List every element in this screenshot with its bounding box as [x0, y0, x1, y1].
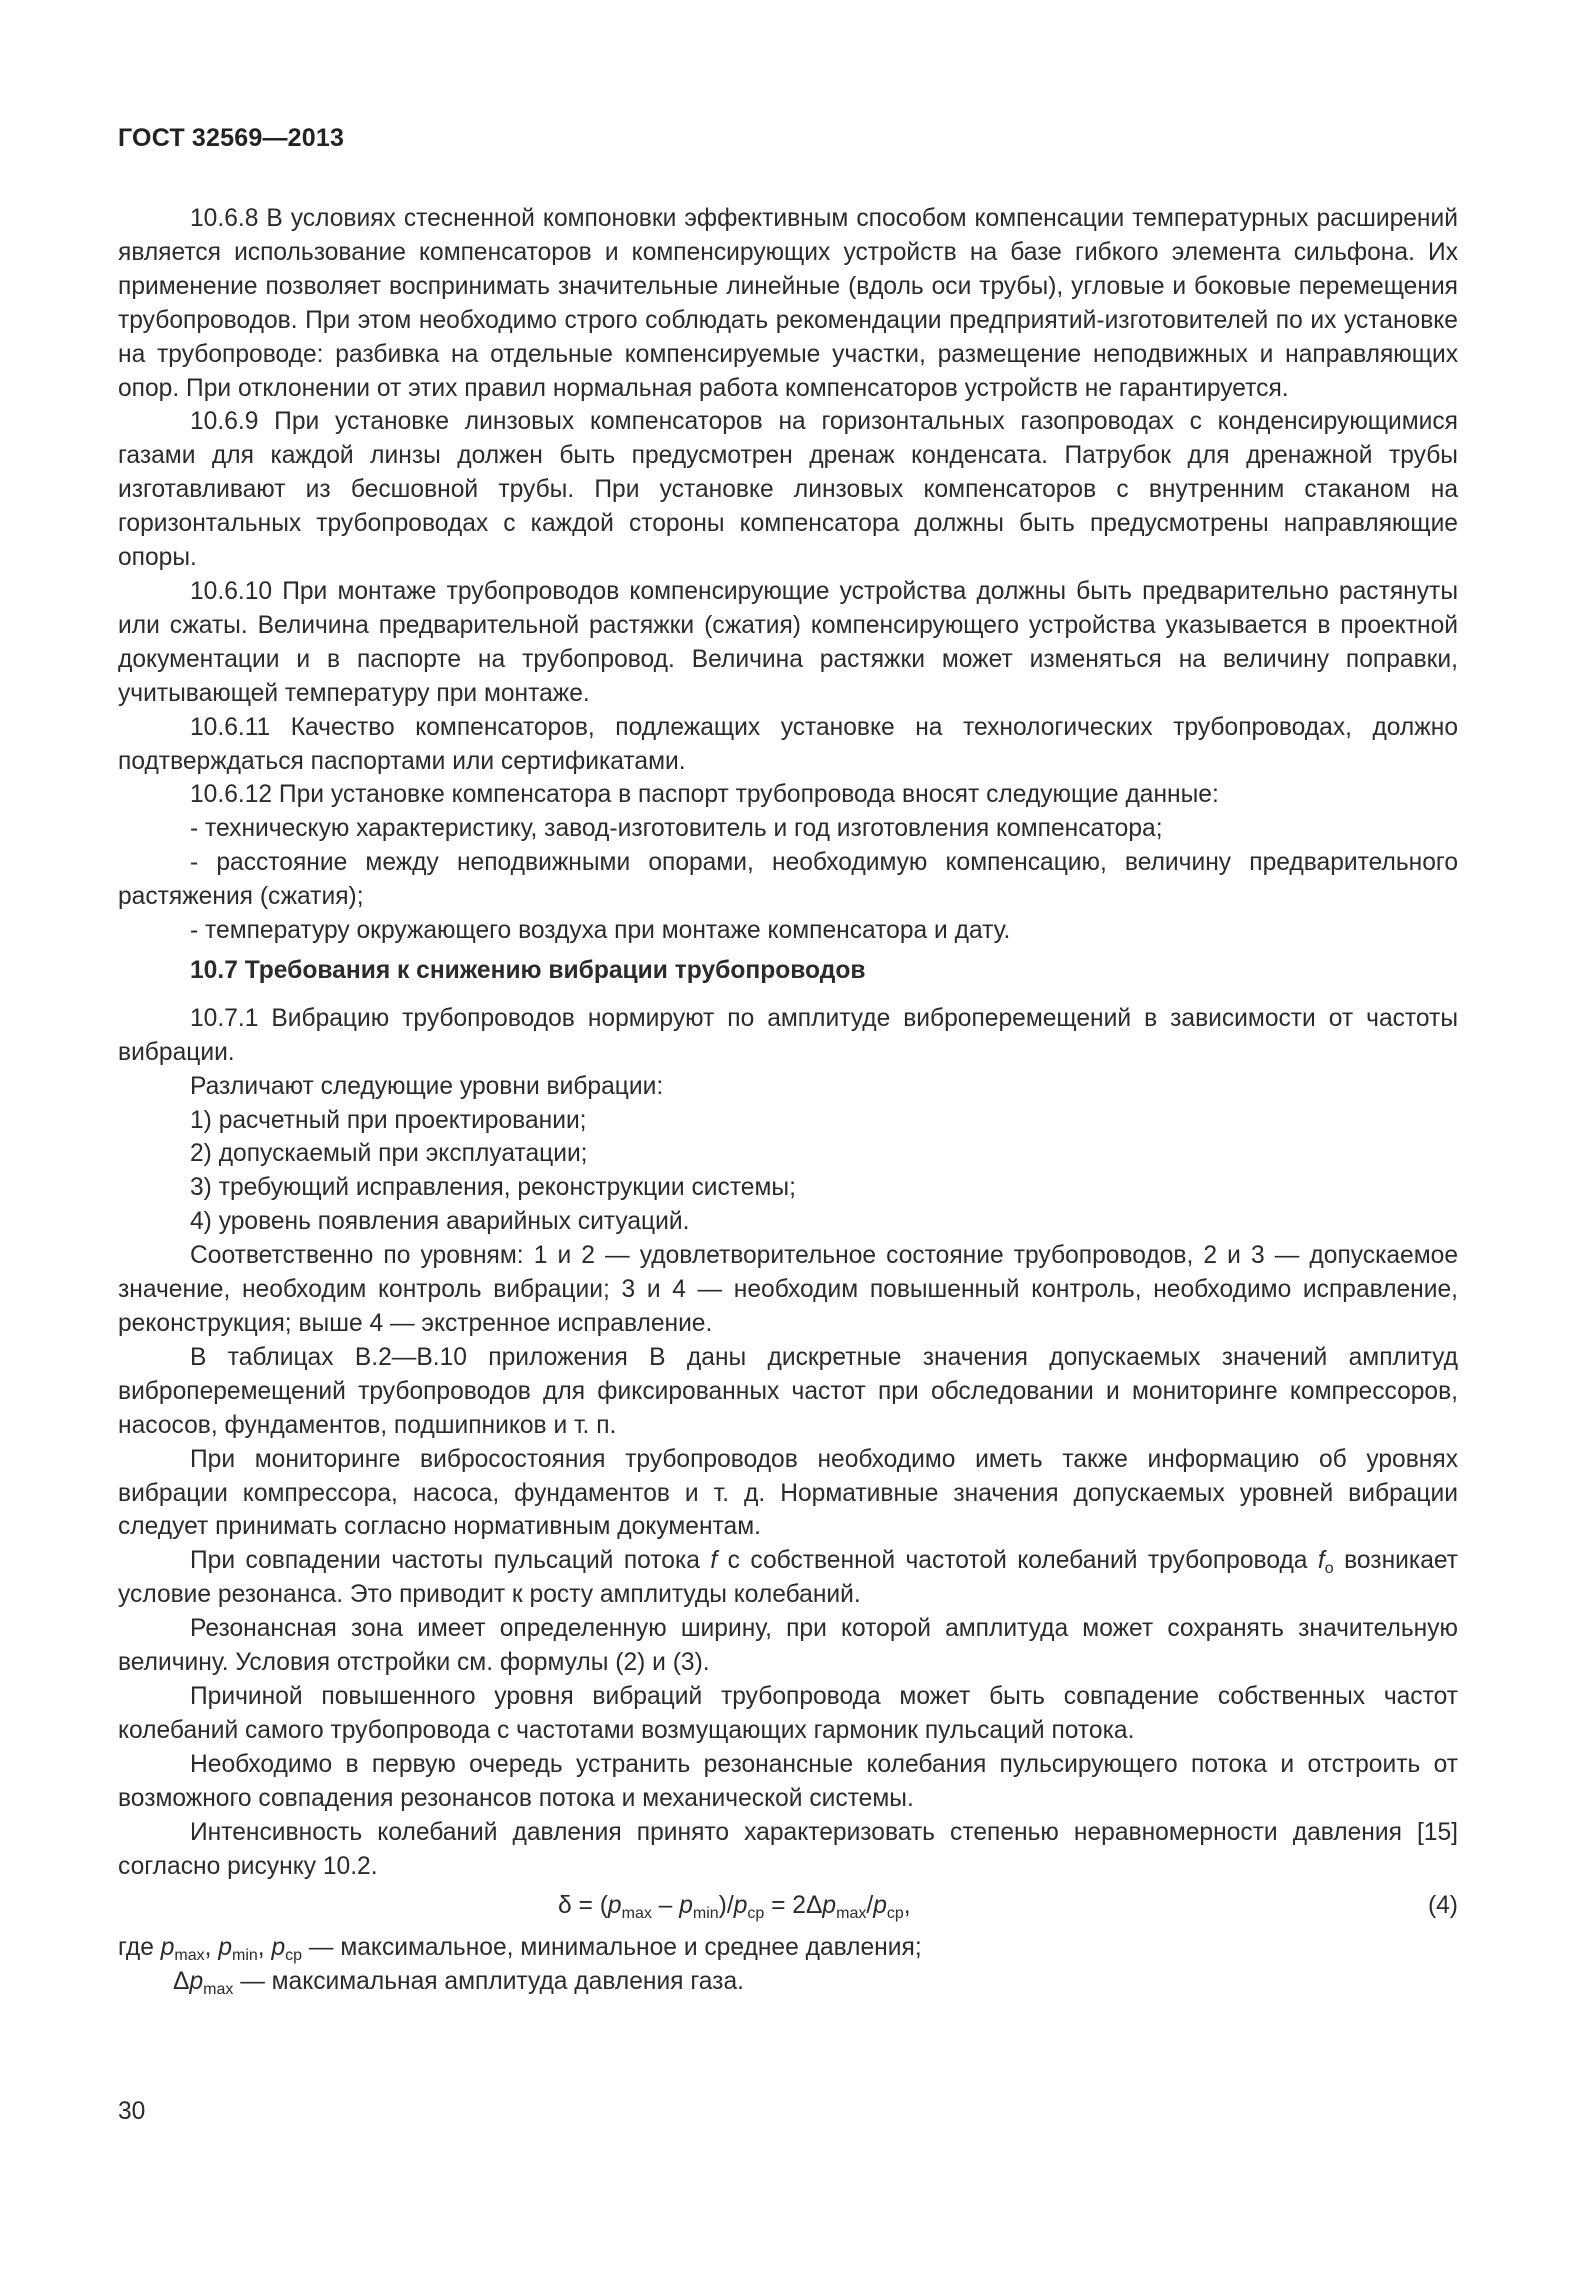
formula-expression: $\delta = (p_{max} - p_{min})/p_{ср} = 2\Delta p_{max}/p_{ср}$,	[558, 1892, 911, 1923]
paragraph-elimination: Необходимо в первую очередь устранить резонансные колебания пульсирующего потока и отстроить от возможного совпадения резонансов потока и механической системы.	[118, 1750, 1458, 1812]
paragraph-pressure-intensity: Интенсивность колебаний давления принято характеризовать степенью неравномерности давления [15] согласно рисунку 10.2.	[118, 1818, 1458, 1880]
paragraph-monitoring: При мониторинге вибросостояния трубопроводов необходимо иметь также информацию об уровнях вибрации компрессора, насоса, фундаментов и т. д. Нормативные значения допускаемых уровней вибрации следует принимать согласно нормативным документам.	[118, 1445, 1458, 1541]
list-item: - техническую характеристику, завод-изготовитель и год изготовления компенсатора;	[190, 815, 1163, 843]
list-item: - расстояние между неподвижными опорами, необходимую компенсацию, величину предварительного растяжения (сжатия);	[118, 849, 1458, 911]
formula-4	[118, 1887, 1458, 1927]
paragraph-10-6-10: 10.6.10 При монтаже трубопроводов компенсирующие устройства должны быть предварительно растянуты или сжаты. Величина предварительной растяжки (сжатия) компенсирующего устройства указывается в проектной документации и в паспорте на трубопровод. Величина растяжки может изменяться на величину поправки, учитывающей температуру при монтаже.	[118, 577, 1458, 707]
paragraph-tables-reference: В таблицах В.2—В.10 приложения В даны дискретные значения допускаемых значений амплитуд виброперемещений трубопроводов для фиксированных частот при обследовании и мониторинге компрессоров, насосов, фундаментов, подшипников и т. п.	[118, 1343, 1458, 1439]
list-item: 4) уровень появления аварийных ситуаций.	[190, 1208, 690, 1236]
section-heading: 10.7 Требования к снижению вибрации трубопроводов	[190, 956, 866, 984]
paragraph-vibration-cause: Причиной повышенного уровня вибраций трубопровода может быть совпадение собственных частот колебаний самого трубопровода с частотами возмущающих гармоник пульсаций потока.	[118, 1682, 1458, 1744]
paragraph-resonance-zone: Резонансная зона имеет определенную ширину, при которой амплитуда может сохранять значительную величину. Условия отстройки см. формулы (2) и (3).	[118, 1615, 1458, 1677]
list-item: 2) допускаемый при эксплуатации;	[190, 1140, 588, 1168]
paragraph-10-6-8: 10.6.8 В условиях стесненной компоновки эффективным способом компенсации температурных расширений является использование компенсаторов и компенсирующих устройств на базе гибкого элемента сильфона. Их применение позволяет воспринимать значительные линейные (вдоль оси трубы), угловые и боковые перемещения трубопроводов. При этом необходимо строго соблюдать рекомендации предприятий-изготовителей по их установке на трубопроводе: разбивка на отдельные компенсируемые участки, размещение неподвижных и направляющих опор. При отклонении от этих правил нормальная работа компенсаторов устройств не гарантируется.	[118, 205, 1458, 402]
list-item: 1) расчетный при проектировании;	[190, 1106, 587, 1134]
paragraph-10-6-12: 10.6.12 При установке компенсатора в паспорт трубопровода вносят следующие данные:	[190, 781, 1219, 809]
paragraph-levels-intro: Различают следующие уровни вибрации:	[190, 1072, 664, 1100]
paragraph-resonance: При совпадении частоты пульсаций потока f с собственной частотой колебаний трубопровода $f_o$ возникает условие резонанса. Это приводит к росту амплитуды колебаний.	[118, 1547, 1458, 1609]
page-number: 30	[118, 2098, 146, 2125]
paragraph-levels-meaning: Соответственно по уровням: 1 и 2 — удовлетворительное состояние трубопроводов, 2 и 3 — допускаемое значение, необходим контроль вибрации; 3 и 4 — необходим повышенный контроль, необходимо исправление, реконструкция; выше 4 — экстренное исправление.	[118, 1242, 1458, 1337]
paragraph-10-7-1: 10.7.1 Вибрацию трубопроводов нормируют по амплитуде виброперемещений в зависимости от частоты вибрации.	[118, 1004, 1458, 1066]
legend-line: где $p_{max}$, $p_{min}$, $p_{ср}$ — максимальное, минимальное и среднее давления;	[118, 1934, 922, 1965]
document-body	[118, 202, 1458, 1999]
formula-number: (4)	[1427, 1892, 1458, 1920]
formula-legend	[118, 1931, 1458, 1999]
paragraph-10-6-11: 10.6.11 Качество компенсаторов, подлежащих установке на технологических трубопроводах, должно подтверждаться паспортами или сертификатами.	[118, 713, 1458, 775]
document-header: ГОСТ 32569—2013	[118, 124, 345, 152]
list-item: 3) требующий исправления, реконструкции системы;	[190, 1174, 796, 1202]
paragraph-10-6-9: 10.6.9 При установке линзовых компенсаторов на горизонтальных газопроводах с конденсирующимися газами для каждой линзы должен быть предусмотрен дренаж конденсата. Патрубок для дренажной трубы изготавливают из бесшовной трубы. При установке линзовых компенсаторов с внутренним стаканом на горизонтальных трубопроводах с каждой стороны компенсатора должны быть предусмотрены направляющие опоры.	[118, 408, 1458, 572]
legend-line: $\Delta p_{max}$ — максимальная амплитуда давления газа.	[173, 1968, 744, 1999]
list-item: - температуру окружающего воздуха при монтаже компенсатора и дату.	[190, 917, 1011, 945]
